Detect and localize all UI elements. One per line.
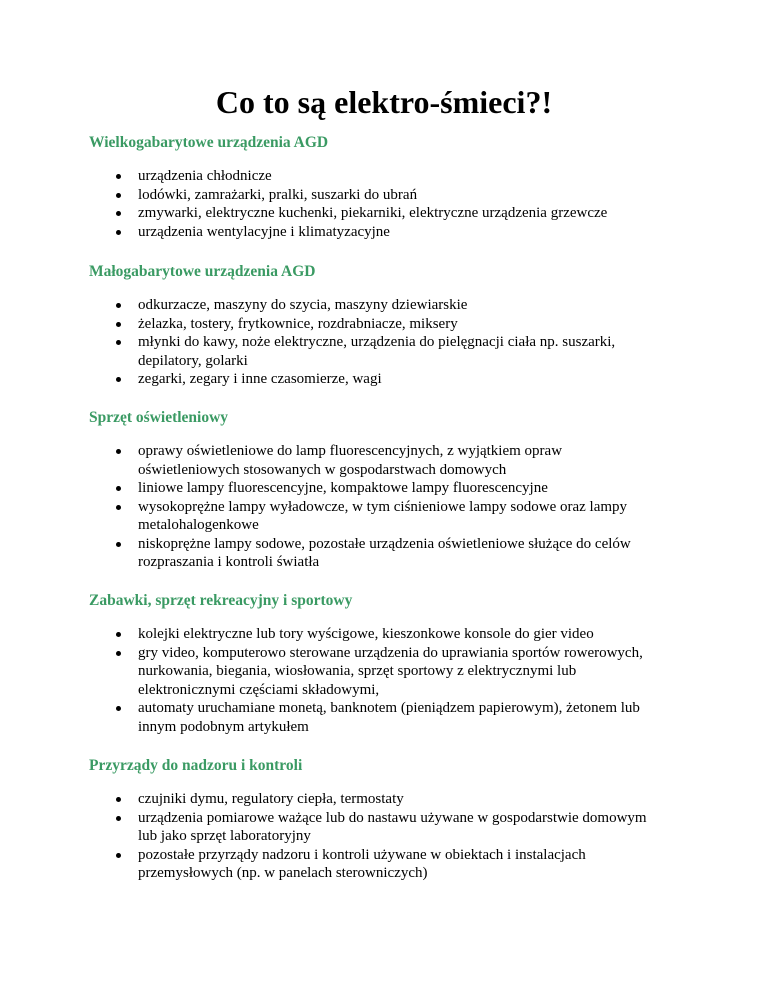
list-item-text: oprawy oświetleniowe do lamp fluorescencyjnych, z wyjątkiem opraw oświetleniowych stosowanych w gospodarstwach domowych [138,443,563,478]
list-item-text: młynki do kawy, noże elektryczne, urządzenia do pielęgnacji ciała np. suszarki, depilatory, golarki [138,334,616,369]
bullet-icon [116,816,121,821]
list-item [89,625,648,644]
bullet-icon [116,340,121,345]
list-item-text: gry video, komputerowo sterowane urządzenia do uprawiania sportów rowerowych, nurkowania, biegania, wiosłowania, sprzęt sportowy z elektrycznymi lub elektronicznymi częściami składowymi, [138,644,643,698]
section-heading: Sprzęt oświetleniowy [89,409,229,426]
list-item [89,846,648,883]
section-small-appliances [89,262,689,389]
list-item-text: urządzenia chłodnicze [138,168,272,184]
list-item-text: automaty uruchamiane monetą, banknotem (pieniądzem papierowym), żetonem lub innym podobnym artykułem [138,700,640,735]
page-title: Co to są elektro-śmieci?! [215,84,553,120]
list-item [89,186,648,205]
list-item [89,442,648,479]
bullet-icon [116,797,121,802]
bullet-icon [116,211,121,216]
list-item [89,790,648,809]
item-list [89,296,689,389]
bullet-icon [116,449,121,454]
list-item-text: wysokoprężne lampy wyładowcze, w tym ciśnieniowe lampy sodowe oraz lampy metalohalogenkowe [138,498,628,533]
item-list [89,625,689,736]
list-item [89,223,648,242]
list-item [89,644,648,700]
bullet-icon [116,505,121,510]
bullet-icon [116,706,121,711]
section-large-appliances [89,133,689,241]
list-item-text: liniowe lampy fluorescencyjne, kompaktowe lampy fluorescencyjne [138,480,548,496]
bullet-icon [116,322,121,327]
list-item-text: zegarki, zegary i inne czasomierze, wagi [138,371,382,387]
list-item [89,204,648,223]
list-item-text: odkurzacze, maszyny do szycia, maszyny dziewiarskie [138,297,468,313]
list-item-text: czujniki dymu, regulatory ciepła, termostaty [138,791,404,807]
list-item-text: zmywarki, elektryczne kuchenki, piekarniki, elektryczne urządzenia grzewcze [138,205,608,221]
section-heading: Wielkogabarytowe urządzenia AGD [89,134,329,151]
bullet-icon [116,486,121,491]
item-list [89,442,689,572]
bullet-icon [116,542,121,547]
list-item [89,535,648,572]
list-item [89,809,648,846]
list-item [89,333,648,370]
list-item-text: żelazka, tostery, frytkownice, rozdrabniacze, miksery [138,315,458,332]
bullet-icon [116,377,121,382]
bullet-icon [116,174,121,179]
section-monitoring-control [89,756,689,883]
bullet-icon [116,651,121,656]
bullet-icon [116,230,121,235]
list-item-text: lodówki, zamrażarki, pralki, suszarki do ubrań [138,186,418,203]
list-item-text: kolejki elektryczne lub tory wyścigowe, kieszonkowe konsole do gier video [138,626,594,642]
list-item [89,699,648,736]
bullet-icon [116,632,121,637]
bullet-icon [116,193,121,198]
list-item [89,370,648,389]
list-item [89,498,648,535]
item-list [89,167,689,241]
section-heading: Zabawki, sprzęt rekreacyjny i sportowy [89,592,353,609]
list-item [89,315,648,334]
bullet-icon [116,303,121,308]
list-item-text: urządzenia pomiarowe ważące lub do nastawu używane w gospodarstwie domowym lub jako sprzęt laboratoryjny [138,809,647,844]
list-item [89,296,648,315]
list-item-text: urządzenia wentylacyjne i klimatyzacyjne [138,223,390,240]
section-lighting [89,408,689,572]
section-toys-sports [89,591,689,736]
list-item-text: niskoprężne lampy sodowe, pozostałe urządzenia oświetleniowe służące do celów rozpraszania i kontroli światła [138,535,631,570]
list-item-text: pozostałe przyrządy nadzoru i kontroli używane w obiektach i instalacjach przemysłowych (np. w panelach sterowniczych) [138,846,586,881]
section-heading: Małogabarytowe urządzenia AGD [89,263,316,280]
list-item [89,167,648,186]
bullet-icon [116,853,121,858]
item-list [89,790,689,883]
list-item [89,479,648,498]
section-heading: Przyrządy do nadzoru i kontroli [89,757,303,774]
